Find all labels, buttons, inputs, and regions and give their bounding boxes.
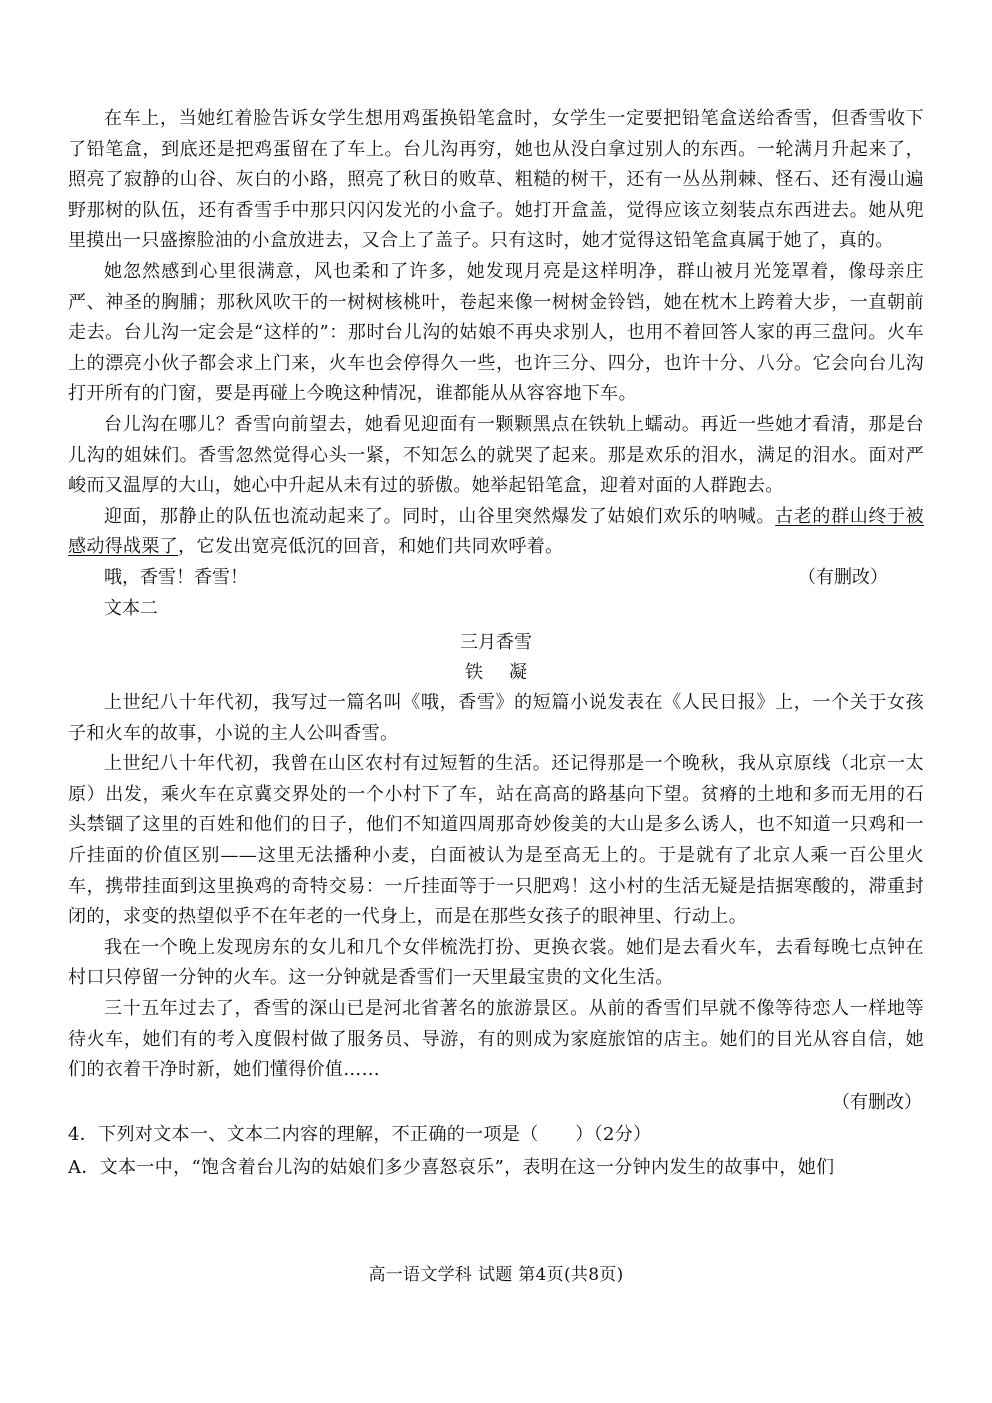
edit-note: （有删改） (832, 1091, 922, 1113)
exam-page (68, 104, 924, 1284)
text-two-paragraph: 上世纪八十年代初，我曾在山区农村有过短暂的生活。还记得那是一个晚秋，我从京原线（北京一太原）出发，乘火车在京冀交界处的一个小村下了车，站在高高的路基向下望。贫瘠的土地和多而无用的石头禁锢了这里的百姓和他们的日子，他们不知道四周那奇妙俊美的大山是多么诱人，也不知道一只鸡和一斤挂面的价值区别——这里无法播种小麦，白面被认为是至高无上的。于是就有了北京人乘一百公里火车，携带挂面到这里换鸡的奇特交易：一斤挂面等于一只肥鸡！这小村的生活无疑是拮据寒酸的，滞重封闭的，求变的热望似乎不在年老的一代身上，而是在那些女孩子的眼神里、行动上。 (68, 753, 924, 928)
text-two-title: 三月香雪 (460, 632, 532, 654)
question-option-a: A．文本一中，“饱含着台儿沟的姑娘们多少喜怒哀乐”，表明在这一分钟内发生的故事中，她们 (68, 1157, 835, 1178)
text-two-label: 文本二 (104, 597, 158, 619)
closing-exclamation: 哦，香雪！香雪！ (104, 566, 248, 588)
question-stem: 4．下列对文本一、文本二内容的理解，不正确的一项是（ ）（2分） (68, 1124, 652, 1146)
text-one-paragraph: 在车上，当她红着脸告诉女学生想用鸡蛋换铅笔盒时，女学生一定要把铅笔盒送给香雪，但香雪收下了铅笔盒，到底还是把鸡蛋留在了车上。台儿沟再穷，她也从没白拿过别人的东西。一轮满月升起来了，照亮了寂静的山谷、灰白的小路，照亮了秋日的败草、粗糙的树干，还有一丛丛荆棘、怪石、还有漫山遍野那树的队伍，还有香雪手中那只闪闪发光的小盒子。她打开盒盖，觉得应该立刻装点东西进去。她从兜里摸出一只盛擦脸油的小盒放进去，又合上了盖子。只有这时，她才觉得这铅笔盒真属于她了，真的。 (68, 108, 924, 252)
page-footer: 高一语文学科 试题 第4页(共8页) (368, 1265, 624, 1285)
text-two-paragraph: 我在一个晚上发现房东的女儿和几个女伴梳洗打扮、更换衣裳。她们是去看火车，去看每晚七点钟在村口只停留一分钟的火车。这一分钟就是香雪们一天里最宝贵的文化生活。 (68, 936, 924, 989)
text-one-final-paragraph (68, 502, 924, 563)
underlined-sentence: 古老的群山终于被感动得战栗了 (68, 505, 924, 558)
text-one-paragraph: 台儿沟在哪儿？香雪向前望去，她看见迎面有一颗颗黑点在铁轨上蠕动。再近一些她才看清，那是台儿沟的姐妹们。香雪忽然觉得心头一紧，不知怎么的就哭了起来。那是欢乐的泪水，满足的泪水。面对严峻而又温厚的大山，她心中升起从未有过的骄傲。她举起铅笔盒，迎着对面的人群跑去。 (68, 413, 924, 497)
closing-line-row (68, 563, 924, 594)
edit-note: （有删改） (798, 566, 888, 588)
text-two-heading (68, 628, 924, 688)
text-two-paragraph: 三十五年过去了，香雪的深山已是河北省著名的旅游景区。从前的香雪们早就不像等待恋人一样地等待火车，她们有的考入度假村做了服务员、导游，有的则成为家庭旅馆的店主。她们的目光从容自信，她们的衣着干净时新，她们懂得价值…… (68, 998, 924, 1081)
text-one-paragraph: 她忽然感到心里很满意，风也柔和了许多，她发现月亮是这样明净，群山被月光笼罩着，像母亲庄严、神圣的胸脯；那秋风吹干的一树树核桃叶，卷起来像一树树金铃铛，她在枕木上跨着大步，一直朝前走去。台儿沟一定会是“这样的”：那时台儿沟的姑娘不再央求别人，也用不着回答人家的再三盘问。火车上的漂亮小伙子都会求上门来，火车也会停得久一些，也许三分、四分，也许十分、八分。它会向台儿沟打开所有的门窗，要是再碰上今晚这种情况，谁都能从从容容地下车。 (68, 260, 924, 405)
final-paragraph-lead: 迎面，那静止的队伍也流动起来了。同时，山谷里突然爆发了姑娘们欢乐的呐喊。 (104, 505, 776, 527)
text-two-author: 铁凝 (465, 662, 553, 684)
text-two-paragraph: 上世纪八十年代初，我写过一篇名叫《哦，香雪》的短篇小说发表在《人民日报》上，一个关于女孩子和火车的故事，小说的主人公叫香雪。 (68, 692, 924, 744)
final-paragraph-tail: ，它发出宽亮低沉的回音，和她们共同欢呼着。 (178, 536, 564, 558)
